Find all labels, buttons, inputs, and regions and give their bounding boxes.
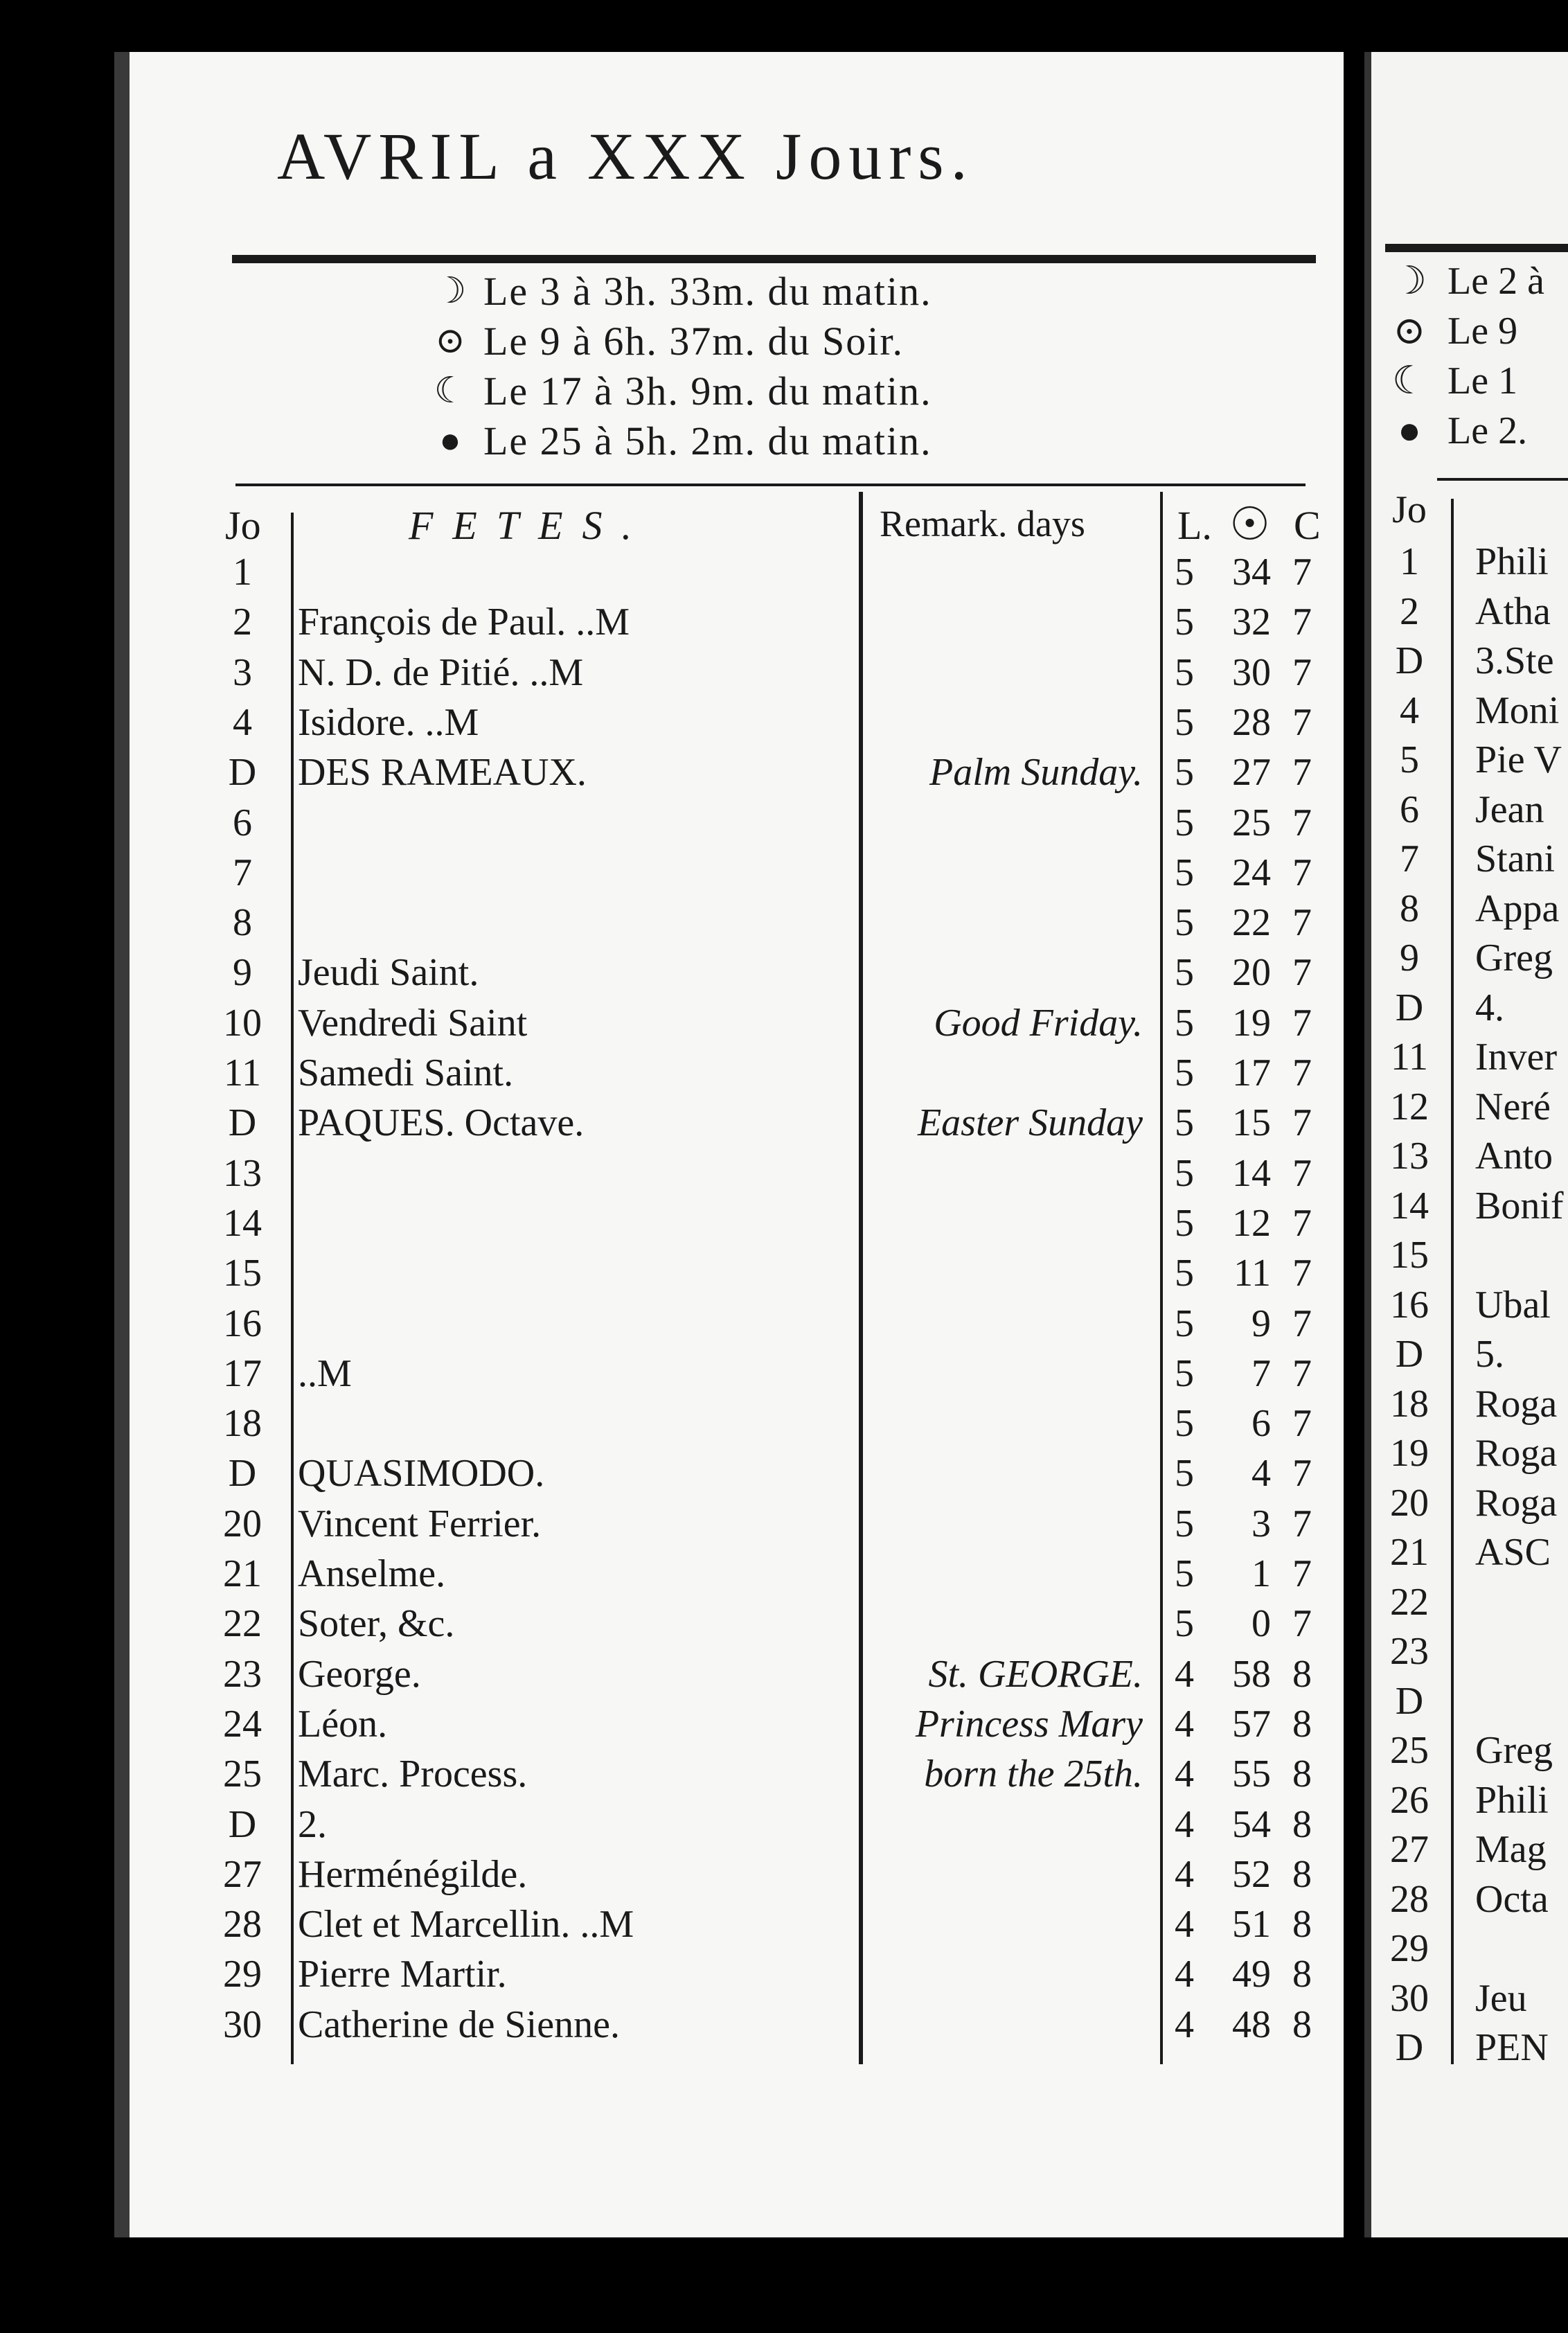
table-row	[0, 1549, 1568, 1599]
sunset-hour: 7	[1292, 1302, 1312, 1345]
sunrise-hour: 5	[1175, 1402, 1194, 1446]
facing-day-number: 27	[1390, 1828, 1429, 1871]
sunrise-hour: 5	[1175, 1101, 1194, 1145]
table-row	[0, 898, 1568, 948]
fete-name: Anselme.	[298, 1552, 446, 1595]
facing-day-number: 7	[1400, 837, 1419, 880]
facing-fete-name: Jean	[1475, 788, 1544, 831]
sunset-hour: 7	[1292, 1252, 1312, 1295]
day-number: 23	[223, 1652, 262, 1696]
facing-fete-name: Octa	[1475, 1877, 1549, 1921]
sunrise-minute: 15	[1232, 1101, 1271, 1145]
facing-fete-name: Mag	[1475, 1828, 1547, 1871]
sunrise-minute: 6	[1251, 1402, 1271, 1446]
facing-day-number: 15	[1390, 1234, 1429, 1277]
sunrise-hour: 5	[1175, 1052, 1194, 1094]
sunrise-minute: 12	[1232, 1201, 1271, 1245]
day-number: D	[228, 751, 257, 795]
sunrise-minute: 55	[1232, 1753, 1271, 1796]
sunrise-minute: 7	[1251, 1351, 1271, 1395]
fete-name: Clet et Marcellin. ..M	[298, 1903, 634, 1946]
sunrise-hour: 5	[1175, 851, 1194, 894]
facing-fete-name: Anto	[1475, 1135, 1553, 1178]
facing-day-number: 14	[1390, 1184, 1429, 1227]
sunrise-minute: 19	[1232, 1001, 1271, 1045]
facing-table-rule	[1437, 478, 1568, 481]
facing-day-number: 2	[1400, 589, 1419, 633]
facing-moon-phase-text: Le 2 à	[1447, 260, 1544, 303]
table-row	[0, 1448, 1568, 1498]
sunset-hour: 8	[1292, 1753, 1312, 1796]
table-row	[0, 1299, 1568, 1349]
sunrise-hour: 5	[1175, 901, 1194, 945]
sunset-hour: 7	[1292, 751, 1312, 795]
remark-text: Easter Sunday	[917, 1101, 1143, 1145]
sunrise-minute: 17	[1232, 1052, 1271, 1094]
moon-phase-row	[429, 267, 932, 315]
table-row	[0, 1499, 1568, 1549]
day-number: 13	[223, 1151, 262, 1195]
col-header-coucher: C	[1294, 503, 1321, 548]
sunrise-minute: 52	[1232, 1852, 1271, 1896]
table-row	[0, 1949, 1568, 1999]
facing-moon-phase-text: Le 2.	[1447, 409, 1528, 452]
moon-phase-text: Le 25 à 5h. 2m. du matin.	[483, 418, 932, 463]
facing-moon-phase-text: Le 9	[1447, 310, 1518, 353]
sunrise-hour: 5	[1175, 1351, 1194, 1395]
facing-moon-phase-text: Le 1	[1447, 360, 1518, 402]
moon-phase-row	[429, 366, 932, 415]
sunset-hour: 8	[1292, 1852, 1312, 1896]
day-number: D	[228, 1101, 257, 1145]
remark-text: Palm Sunday.	[929, 751, 1143, 795]
remark-text: Good Friday.	[934, 1001, 1143, 1045]
table-row	[0, 1800, 1568, 1849]
fete-name: George.	[298, 1652, 421, 1696]
sunrise-minute: 4	[1251, 1452, 1271, 1496]
sunrise-minute: 0	[1251, 1602, 1271, 1646]
day-number: 6	[233, 801, 252, 844]
sunset-hour: 7	[1292, 1101, 1312, 1145]
day-number: 28	[223, 1903, 262, 1946]
facing-fete-name: 5.	[1475, 1333, 1504, 1376]
table-row	[0, 1248, 1568, 1298]
sunset-hour: 7	[1292, 1151, 1312, 1195]
fete-name: Catherine de Sienne.	[298, 2003, 620, 2046]
fete-name: DES RAMEAUX.	[298, 751, 587, 795]
sunrise-minute: 3	[1251, 1502, 1271, 1545]
table-row	[0, 648, 1568, 698]
sunset-hour: 7	[1292, 551, 1312, 594]
moon-phase-text: Le 17 à 3h. 9m. du matin.	[483, 368, 932, 414]
moon-phase-row	[429, 317, 904, 365]
table-row	[0, 1599, 1568, 1649]
fete-name: PAQUES. Octave.	[298, 1101, 585, 1145]
sunrise-hour: 5	[1175, 650, 1194, 694]
facing-day-number: 25	[1390, 1729, 1429, 1772]
title-rule	[232, 255, 1316, 263]
fete-name: Vendredi Saint	[298, 1001, 528, 1045]
fete-name: QUASIMODO.	[298, 1452, 545, 1496]
day-number: 18	[223, 1402, 262, 1446]
facing-fete-name: Atha	[1475, 589, 1551, 633]
facing-day-number: 26	[1390, 1778, 1429, 1822]
table-row	[0, 1148, 1568, 1198]
table-row	[0, 1749, 1568, 1799]
table-row	[0, 747, 1568, 797]
sunset-hour: 8	[1292, 1652, 1312, 1696]
facing-day-number: D	[1395, 1679, 1424, 1723]
sunrise-minute: 25	[1232, 801, 1271, 844]
day-number: 25	[223, 1753, 262, 1796]
day-number: 27	[223, 1852, 262, 1896]
new-moon-icon: ●	[439, 420, 461, 461]
col-header-fetes: FETES.	[409, 503, 652, 548]
table-row	[0, 1899, 1568, 1949]
facing-day-number: D	[1395, 986, 1424, 1029]
day-number: 2	[233, 601, 252, 644]
sunrise-minute: 54	[1232, 1802, 1271, 1846]
sun-icon: ☉	[1229, 499, 1271, 550]
facing-day-number: D	[1395, 1333, 1424, 1376]
facing-day-number: 1	[1400, 540, 1419, 583]
sunrise-hour: 5	[1175, 551, 1194, 594]
day-number: 7	[233, 851, 252, 894]
fete-name: N. D. de Pitié. ..M	[298, 650, 584, 694]
moon-phase-icon: ⊙	[1393, 310, 1426, 353]
facing-fete-name: Phili	[1475, 540, 1549, 583]
facing-fete-name: Jeu	[1475, 1976, 1527, 2020]
table-row	[0, 798, 1568, 848]
col-header-lever: L.	[1177, 503, 1212, 548]
day-number: 3	[233, 650, 252, 694]
table-row	[0, 1649, 1568, 1699]
sunrise-hour: 4	[1175, 1702, 1194, 1746]
sunset-hour: 7	[1292, 1602, 1312, 1646]
day-number: 24	[223, 1702, 262, 1746]
facing-fete-name: Roga	[1475, 1432, 1558, 1475]
facing-day-number: 8	[1400, 887, 1419, 930]
facing-day-number: 6	[1400, 788, 1419, 831]
facing-fete-name: Roga	[1475, 1382, 1558, 1426]
sunset-hour: 7	[1292, 1452, 1312, 1496]
sunrise-hour: 4	[1175, 1652, 1194, 1696]
sunrise-hour: 5	[1175, 1302, 1194, 1345]
col-header-day: Jo	[225, 503, 261, 548]
sunrise-hour: 5	[1175, 1452, 1194, 1496]
facing-fete-name: Appa	[1475, 887, 1560, 930]
day-number: 22	[223, 1602, 262, 1646]
sunrise-hour: 5	[1175, 601, 1194, 644]
facing-title-rule	[1385, 244, 1568, 252]
moon-phase-text: Le 9 à 6h. 37m. du Soir.	[483, 318, 905, 364]
facing-fete-name: Inver	[1475, 1036, 1558, 1079]
fete-name: Jeudi Saint.	[298, 951, 479, 995]
fete-name: Soter, &c.	[298, 1602, 455, 1646]
day-number: 9	[233, 951, 252, 995]
sunset-hour: 7	[1292, 1552, 1312, 1595]
facing-fete-name: Greg	[1475, 1729, 1553, 1772]
remark-text: Princess Mary	[915, 1702, 1143, 1746]
sunset-hour: 8	[1292, 1702, 1312, 1746]
sunrise-hour: 5	[1175, 1151, 1194, 1195]
day-number: 4	[233, 700, 252, 744]
sunset-hour: 8	[1292, 1903, 1312, 1946]
fete-name: François de Paul. ..M	[298, 601, 630, 644]
sunrise-minute: 20	[1232, 951, 1271, 995]
facing-fete-name: ASC	[1475, 1531, 1551, 1574]
table-row	[0, 2000, 1568, 2050]
sunrise-minute: 34	[1232, 551, 1271, 594]
sunrise-minute: 28	[1232, 700, 1271, 744]
table-row	[0, 1349, 1568, 1399]
sunrise-hour: 4	[1175, 2003, 1194, 2046]
sunrise-hour: 4	[1175, 1953, 1194, 1996]
facing-day-number: 29	[1390, 1927, 1429, 1970]
day-number: 1	[233, 551, 252, 594]
sunset-hour: 7	[1292, 1351, 1312, 1395]
table-row	[0, 1849, 1568, 1899]
sunrise-minute: 58	[1232, 1652, 1271, 1696]
sunset-hour: 7	[1292, 1201, 1312, 1245]
day-number: 17	[223, 1351, 262, 1395]
table-row	[0, 998, 1568, 1048]
sunset-hour: 7	[1292, 801, 1312, 844]
day-number: 29	[223, 1953, 262, 1996]
facing-day-column-rule	[1451, 499, 1454, 2064]
facing-fete-name: Neré	[1475, 1085, 1551, 1128]
day-number: 20	[223, 1502, 262, 1545]
fete-name: ..M	[298, 1351, 352, 1395]
sunset-hour: 7	[1292, 601, 1312, 644]
day-number: D	[228, 1802, 257, 1846]
day-number: 11	[224, 1052, 261, 1094]
first-quarter-icon: ☽	[434, 272, 467, 311]
facing-fete-name: Greg	[1475, 937, 1553, 979]
moon-phase-icon: ●	[1398, 409, 1421, 452]
sunrise-minute: 9	[1251, 1302, 1271, 1345]
day-number: D	[228, 1452, 257, 1496]
day-number: 21	[223, 1552, 262, 1595]
remark-text: born the 25th.	[924, 1753, 1143, 1796]
sunset-hour: 7	[1292, 650, 1312, 694]
table-row	[0, 1048, 1568, 1098]
facing-fete-name: Roga	[1475, 1481, 1558, 1525]
facing-day-number: D	[1395, 639, 1424, 682]
sunrise-minute: 14	[1232, 1151, 1271, 1195]
sunrise-hour: 5	[1175, 1502, 1194, 1545]
facing-day-number: 23	[1390, 1630, 1429, 1673]
sunrise-hour: 5	[1175, 951, 1194, 995]
sunrise-hour: 5	[1175, 1602, 1194, 1646]
sunrise-hour: 5	[1175, 1552, 1194, 1595]
table-row	[0, 597, 1568, 647]
facing-fete-name: Pie V	[1475, 738, 1562, 781]
sunrise-minute: 22	[1232, 901, 1271, 945]
fete-name: Marc. Process.	[298, 1753, 528, 1796]
sunset-hour: 7	[1292, 700, 1312, 744]
page-title: AVRIL a XXX Jours.	[277, 119, 974, 193]
sunrise-hour: 5	[1175, 1001, 1194, 1045]
sunrise-hour: 5	[1175, 751, 1194, 795]
table-row	[0, 948, 1568, 997]
facing-day-number: 19	[1390, 1432, 1429, 1475]
sunrise-minute: 48	[1232, 2003, 1271, 2046]
moon-phase-icon: ☾	[1391, 360, 1427, 402]
sunrise-minute: 27	[1232, 751, 1271, 795]
sunset-hour: 7	[1292, 1001, 1312, 1045]
facing-day-number: 9	[1400, 937, 1419, 979]
table-row	[0, 1699, 1568, 1749]
fete-name: Isidore. ..M	[298, 700, 479, 744]
full-moon-icon: ⊙	[435, 321, 465, 361]
col-header-remarks: Remark. days	[880, 503, 1085, 544]
sunrise-hour: 5	[1175, 1201, 1194, 1245]
facing-day-number: 21	[1390, 1531, 1429, 1574]
facing-fete-name: Bonif	[1475, 1184, 1564, 1227]
sunset-hour: 8	[1292, 1802, 1312, 1846]
facing-day-number: 13	[1390, 1135, 1429, 1178]
sunrise-hour: 5	[1175, 1252, 1194, 1295]
day-number: 30	[223, 2003, 262, 2046]
facing-day-number: 5	[1400, 738, 1419, 781]
table-top-rule	[235, 484, 1306, 486]
moon-phase-text: Le 3 à 3h. 33m. du matin.	[483, 268, 932, 314]
remark-text: St. GEORGE.	[928, 1652, 1143, 1696]
moon-phase-icon: ☽	[1391, 260, 1427, 303]
fete-name: Vincent Ferrier.	[298, 1502, 542, 1545]
moon-phase-row	[429, 416, 932, 465]
fete-name: 2.	[298, 1802, 327, 1846]
sunset-hour: 7	[1292, 851, 1312, 894]
facing-fete-name: PEN	[1475, 2026, 1549, 2069]
facing-fete-name: 3.Ste	[1475, 639, 1554, 682]
sunset-hour: 7	[1292, 1052, 1312, 1094]
facing-day-number: 12	[1390, 1085, 1429, 1128]
sunset-hour: 8	[1292, 1953, 1312, 1996]
facing-fete-name: Moni	[1475, 689, 1560, 732]
sunrise-minute: 51	[1232, 1903, 1271, 1946]
day-number: 15	[223, 1252, 262, 1295]
facing-day-number: 11	[1391, 1036, 1428, 1079]
day-number: 10	[223, 1001, 262, 1045]
table-row	[0, 848, 1568, 898]
last-quarter-icon: ☾	[434, 371, 467, 411]
facing-day-number: 28	[1390, 1877, 1429, 1921]
table-row	[0, 1098, 1568, 1148]
facing-day-number: 16	[1390, 1283, 1429, 1327]
sunrise-minute: 24	[1232, 851, 1271, 894]
fete-name: Pierre Martir.	[298, 1953, 507, 1996]
sunrise-minute: 49	[1232, 1953, 1271, 1996]
table-row	[0, 1399, 1568, 1448]
sunrise-hour: 4	[1175, 1802, 1194, 1846]
table-row	[0, 698, 1568, 747]
day-number: 14	[223, 1201, 262, 1245]
facing-fete-name: Ubal	[1475, 1283, 1551, 1327]
sunrise-hour: 4	[1175, 1753, 1194, 1796]
sunset-hour: 7	[1292, 1502, 1312, 1545]
sunset-hour: 7	[1292, 1402, 1312, 1446]
facing-day-number: 30	[1390, 1976, 1429, 2020]
sunset-hour: 8	[1292, 2003, 1312, 2046]
sunset-hour: 7	[1292, 901, 1312, 945]
facing-day-number: D	[1395, 2026, 1424, 2069]
table-row	[0, 547, 1568, 597]
fete-name: Herménégilde.	[298, 1852, 528, 1896]
day-number: 8	[233, 901, 252, 945]
sunrise-minute: 11	[1233, 1252, 1271, 1295]
facing-day-number: 4	[1400, 689, 1419, 732]
fete-name: Léon.	[298, 1702, 388, 1746]
sunrise-hour: 4	[1175, 1852, 1194, 1896]
sunrise-minute: 32	[1232, 601, 1271, 644]
sunrise-minute: 30	[1232, 650, 1271, 694]
fete-name: Samedi Saint.	[298, 1052, 514, 1094]
table-row	[0, 1198, 1568, 1248]
sunrise-hour: 5	[1175, 700, 1194, 744]
facing-fete-name: Phili	[1475, 1778, 1549, 1822]
sunrise-minute: 57	[1232, 1702, 1271, 1746]
facing-day-number: 18	[1390, 1382, 1429, 1426]
day-number: 16	[223, 1302, 262, 1345]
sunset-hour: 7	[1292, 951, 1312, 995]
facing-day-number: 20	[1390, 1481, 1429, 1525]
sunrise-minute: 1	[1251, 1552, 1271, 1595]
facing-fete-name: 4.	[1475, 986, 1504, 1029]
facing-day-number: 22	[1390, 1580, 1429, 1624]
sunrise-hour: 5	[1175, 801, 1194, 844]
facing-fete-name: Stani	[1475, 837, 1556, 880]
sunrise-hour: 4	[1175, 1903, 1194, 1946]
